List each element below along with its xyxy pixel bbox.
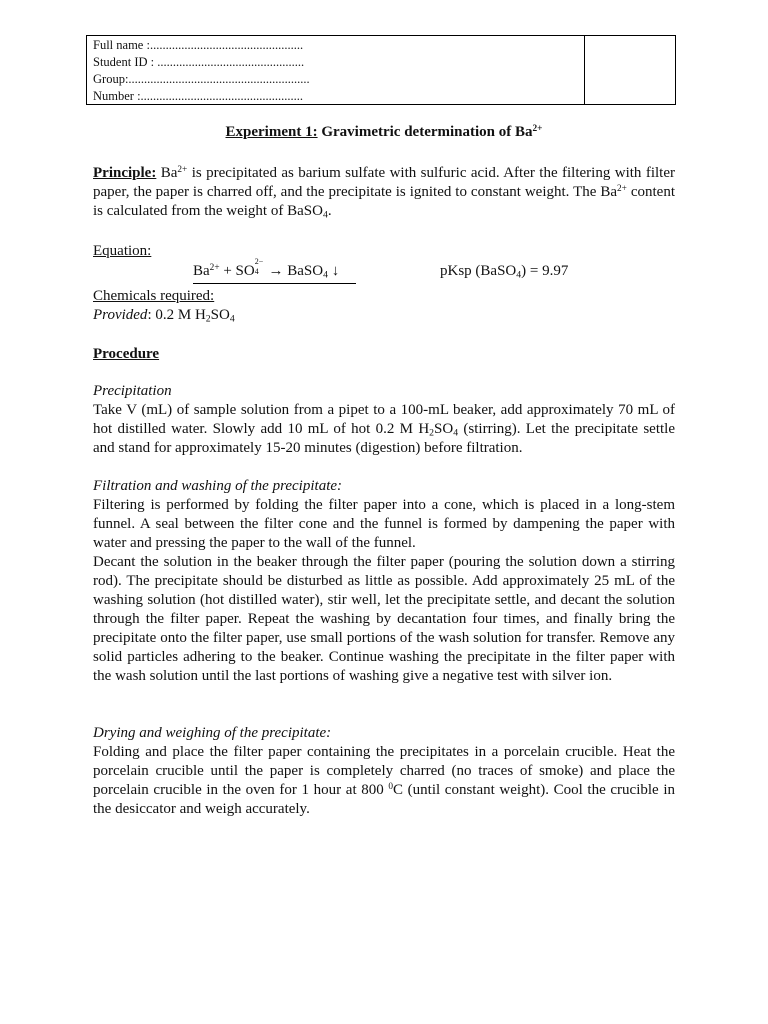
drying-text: C (until constant weight). Cool the crucible in the desiccator and weigh accurately. — [93, 782, 675, 817]
precipitate-arrow: ↓ — [327, 263, 340, 279]
principle-text: Ba — [156, 165, 178, 181]
principle-text: is precipitated as barium sulfate with sulfuric acid. After the filtering with filter paper, the paper is charred off, and the precipitate is ignited to constant weight. The Ba — [93, 165, 675, 200]
precipitation-text: SO — [434, 421, 454, 437]
degree-superscript: 0 — [388, 781, 394, 792]
equation-term: + SO — [219, 263, 255, 279]
reaction-equation — [193, 257, 356, 284]
chemicals-heading: Chemicals required: — [93, 288, 215, 304]
principle-paragraph — [93, 164, 675, 221]
equation-subscript: 4 — [323, 269, 328, 281]
procedure-heading — [93, 345, 675, 364]
pksp-text: pKsp (BaSO — [440, 263, 517, 279]
drying-section — [93, 724, 675, 819]
filtration-section — [93, 477, 675, 686]
provided-text: : 0.2 M H — [147, 307, 206, 323]
experiment-title-text: Gravimetric determination of Ba — [317, 124, 533, 140]
filtration-heading: Filtration and washing of the precipitate: — [93, 478, 343, 494]
precipitation-subscript: 4 — [453, 427, 459, 439]
precipitation-text: Take V (mL) of sample solution from a pipet to a 100-mL beaker, add approximately 70 mL of hot distilled water. Slowly add 10 mL of hot 0.2 M H — [93, 402, 675, 437]
principle-label: Principle: — [93, 165, 157, 181]
precipitation-heading: Precipitation — [93, 383, 172, 399]
drying-heading: Drying and weighing of the precipitate: — [93, 725, 332, 741]
procedure-label: Procedure — [93, 346, 160, 362]
pksp-value — [440, 262, 568, 281]
equation-subscript: 4 — [254, 267, 259, 276]
drying-paragraph — [93, 743, 675, 819]
equation-charge: 2− — [254, 257, 264, 266]
precipitation-paragraph — [93, 401, 675, 458]
student-info-fields — [87, 36, 585, 104]
equation-term: Ba — [193, 263, 210, 279]
sulfate-indices — [254, 257, 265, 276]
provided-subscript: 2 — [205, 313, 211, 325]
equation-charge: 2+ — [209, 262, 220, 273]
equation-term: → BaSO — [264, 263, 324, 279]
experiment-title — [0, 124, 768, 141]
equation-label: Equation: — [93, 243, 152, 259]
pksp-text: ) = 9.97 — [521, 263, 569, 279]
group-field: Group:.......................................................... — [93, 72, 310, 86]
precipitation-text: (stirring). Let the precipitate settle and stand for approximately 15-20 minutes (digestion) before filtration. — [93, 421, 675, 456]
principle-text: content is calculated from the weight of BaSO — [93, 184, 675, 219]
precipitation-section — [93, 382, 675, 458]
drying-text: Folding and place the filter paper containing the precipitates in a porcelain crucible. Heat the porcelain crucible until the paper is completely charred (no traces of smoke) and place the porcelain crucible in the oven for 1 hour at 800 — [93, 744, 675, 798]
student-info-box — [86, 35, 676, 105]
full-name-field: Full name :................................................. — [93, 38, 304, 52]
student-id-field: Student ID : ............................................... — [93, 55, 305, 69]
equation-heading — [93, 242, 675, 261]
decantation-paragraph: Decant the solution in the beaker through the filter paper (pouring the solution down a stirring rod). The precipitate should be disturbed as little as possible. Add approximately 25 mL of the washing solution (hot distilled water), stir well, let the precipitate settle, and decant the solution through the filter paper. Repeat the washing by decantation four times, and finally bring the precipitate onto the filter paper, use small portions of the wash solution for transfer. Remove any solid particles adhering to the beaker. Continue washing the precipitate in the filter paper with the wash solution until the last portions of washing give a negative test with silver ion. — [93, 554, 675, 684]
provided-text: SO — [210, 307, 230, 323]
provided-label: Provided — [93, 307, 148, 323]
grade-box — [585, 36, 675, 104]
number-field: Number :.................................................... — [93, 89, 304, 103]
pksp-subscript: 4 — [516, 269, 522, 281]
title-charge: 2+ — [532, 123, 543, 134]
principle-charge: 2+ — [177, 164, 188, 175]
principle-text: . — [327, 203, 332, 219]
filtration-paragraph: Filtering is performed by folding the filter paper into a cone, which is placed in a long-stem funnel. A seal between the filter cone and the funnel is formed by dampening the paper with water and pressing the paper to the wall of the funnel. — [93, 497, 675, 551]
provided-subscript: 4 — [229, 313, 235, 325]
experiment-label: Experiment 1: — [225, 124, 318, 140]
principle-subscript: 4 — [322, 209, 328, 221]
precipitation-subscript: 2 — [429, 427, 435, 439]
principle-charge: 2+ — [617, 183, 627, 194]
chemicals-section — [93, 287, 675, 325]
